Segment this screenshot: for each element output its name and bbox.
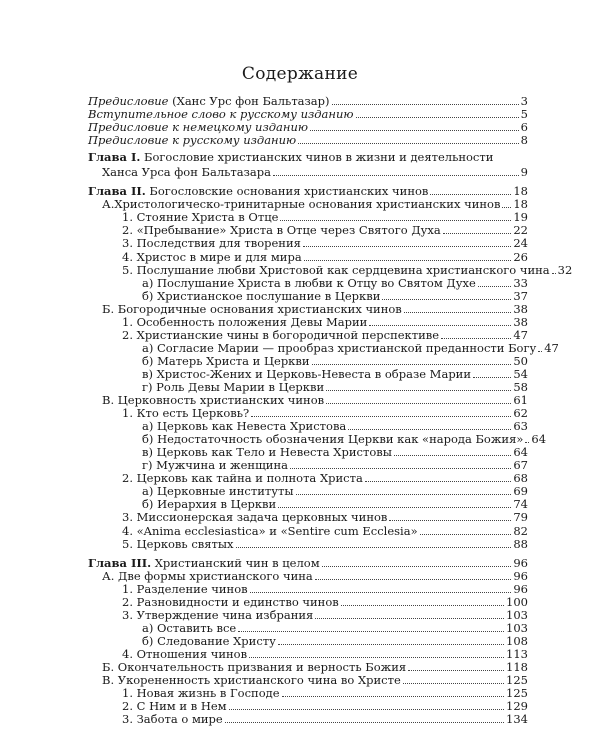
toc-entry-label: Вступительное слово к русскому изданию (88, 107, 354, 122)
toc-entry (88, 367, 528, 380)
toc-page-number: 3 (520, 94, 528, 108)
toc-page-number: 61 (513, 393, 528, 408)
toc-entry-label: а) Согласие Марии — прообраз христианской преданности Богу (142, 340, 537, 355)
toc-chapter-number: Глава III. (88, 555, 152, 570)
toc-entry (88, 524, 528, 537)
toc-entry-label: б) Недостаточность обозначения Церкви как «народа Божия» (142, 432, 524, 447)
toc-page-number: 38 (513, 314, 528, 329)
toc-page-number: 26 (513, 249, 528, 264)
toc-entry-label: А.Христологическо-тринитарные основания христианских чинов (102, 197, 501, 212)
toc-leader-dots (280, 210, 511, 221)
toc-leader-dots (341, 595, 504, 606)
toc-entry (88, 647, 528, 660)
toc-entry-label: 1. Кто есть Церковь? (122, 406, 250, 421)
toc-entry-label: 1. Новая жизнь в Господе (122, 686, 280, 701)
toc-leader-dots (389, 510, 511, 521)
toc-leader-dots (315, 569, 512, 580)
toc-page-number: 100 (506, 594, 528, 609)
toc-leader-dots (430, 184, 511, 195)
toc-page-number: 125 (506, 686, 528, 701)
toc-entry-label: 3. Миссионерская задача церковных чинов (122, 510, 388, 525)
toc-leader-dots (303, 236, 511, 247)
toc-entry (88, 621, 528, 634)
toc-leader-dots (278, 634, 504, 645)
toc-entry (88, 582, 528, 595)
toc-entry-label: б) Следование Христу (142, 633, 276, 648)
toc-leader-dots (348, 419, 511, 430)
toc-entry-label: В. Укорененность христианского чина во Христе (102, 673, 401, 688)
toc-entry-label (88, 96, 332, 108)
toc-page-number: 33 (513, 275, 528, 290)
toc-entry (88, 497, 528, 510)
toc-entry (88, 471, 528, 484)
table-of-contents (88, 94, 573, 727)
toc-entry-label: 2. С Ним и в Нем (122, 699, 227, 714)
toc-leader-dots (236, 537, 512, 548)
toc-entry (88, 262, 573, 277)
toc-leader-dots (282, 686, 505, 697)
toc-entry-label: а) Церковь как Невеста Христова (142, 419, 347, 434)
toc-entry-label: б) Матерь Христа и Церкви (142, 353, 310, 368)
toc-entry (88, 152, 528, 165)
toc-leader-dots (238, 621, 504, 632)
toc-entry-label: 3. Утверждение чина избрания (122, 607, 314, 622)
toc-page-number: 63 (513, 419, 528, 434)
toc-entry (88, 236, 528, 249)
toc-chapter-title: Христианский чин в целом (154, 555, 320, 570)
toc-page-number: 129 (506, 699, 528, 714)
toc-leader-dots (332, 94, 519, 105)
toc-entry-label (88, 152, 495, 164)
toc-entry-label: 4. «Anima ecclesiastica» и «Sentire cum Ecclesia» (122, 523, 418, 538)
toc-leader-dots (322, 556, 512, 567)
toc-leader-dots (225, 712, 504, 723)
toc-page-number: 64 (513, 445, 528, 460)
toc-leader-dots (312, 354, 512, 365)
toc-page-number: 58 (513, 379, 528, 394)
toc-page-number: 113 (506, 646, 528, 661)
toc-entry-label: г) Роль Девы Марии в Церкви (142, 379, 325, 394)
toc-leader-dots (394, 445, 511, 456)
toc-leader-dots (298, 133, 519, 144)
toc-entry (88, 419, 528, 432)
toc-leader-dots (278, 497, 511, 508)
toc-page-number: 5 (520, 107, 528, 122)
toc-entry (88, 537, 528, 550)
toc-entry (88, 484, 528, 497)
toc-leader-dots (404, 302, 512, 313)
toc-entry (88, 328, 528, 341)
toc-chapter-title: Богословие христианских чинов в жизни и деятельности (144, 150, 494, 165)
toc-entry-text: Предисловие (Ханс Урс фон Бальтазар) (88, 94, 330, 108)
toc-entry-label: а) Оставить все (142, 620, 237, 635)
toc-page-number: 96 (513, 581, 528, 596)
toc-page-number: 18 (513, 197, 528, 212)
toc-entry-label: 3. Последствия для творения (122, 236, 301, 251)
toc-entry (88, 289, 528, 302)
toc-entry-label: 1. Особенность положения Девы Марии (122, 314, 368, 329)
toc-leader-dots (369, 315, 511, 326)
toc-entry-label: б) Иерархия в Церкви (142, 497, 277, 512)
toc-page-number: 103 (506, 607, 528, 622)
toc-entry-label: в) Христос-Жених и Церковь-Невеста в образе Марии (142, 366, 472, 381)
toc-leader-dots (408, 660, 504, 671)
toc-page-number: 64 (531, 432, 547, 447)
toc-entry (88, 165, 528, 178)
toc-leader-dots (249, 647, 504, 658)
toc-entry-label: 5. Послушание любви Христовой как сердцевина христианского чина (122, 262, 550, 277)
toc-entry (88, 250, 528, 263)
toc-entry (88, 393, 528, 406)
toc-entry-label: а) Послушание Христа в любви к Отцу во Святом Духе (142, 275, 476, 290)
toc-entry (88, 556, 528, 569)
toc-page-number: 68 (513, 471, 528, 486)
toc-entry (88, 458, 528, 471)
toc-leader-dots (420, 524, 512, 535)
toc-leader-dots (229, 699, 504, 710)
toc-entry-label: 2. «Пребывание» Христа в Отце через Святого Духа (122, 223, 441, 238)
toc-entry-label: а) Церковные институты (142, 484, 294, 499)
toc-page-number: 69 (513, 484, 528, 499)
toc-entry-label: 2. Христианские чины в богородичной перспективе (122, 327, 440, 342)
toc-page-number: 19 (513, 210, 528, 225)
toc-page-number: 118 (506, 659, 528, 674)
toc-entry-label: 2. Разновидности и единство чинов (122, 594, 339, 609)
toc-entry-label: 1. Разделение чинов (122, 581, 248, 596)
toc-entry-label: 5. Церковь святых (122, 536, 234, 551)
toc-entry-label: В. Церковность христианских чинов (102, 393, 325, 408)
toc-leader-dots (365, 471, 512, 482)
toc-entry-label: 3. Забота о мире (122, 712, 223, 727)
toc-leader-dots (251, 406, 511, 417)
toc-chapter-number: Глава I. (88, 150, 141, 165)
toc-page-number: 22 (513, 223, 528, 238)
toc-leader-dots (403, 673, 504, 684)
toc-page-number: 47 (513, 327, 528, 342)
toc-entry (88, 223, 528, 236)
toc-page-number: 18 (513, 184, 528, 199)
toc-page-number: 38 (513, 301, 528, 316)
toc-page-number: 103 (506, 620, 528, 635)
toc-entry-label: 4. Христос в мире и для мира (122, 249, 302, 264)
toc-entry (88, 406, 528, 419)
toc-entry (88, 712, 528, 725)
toc-page-number: 88 (513, 536, 528, 551)
toc-page-number: 67 (513, 458, 528, 473)
toc-entry-label: 2. Церковь как тайна и полнота Христа (122, 471, 363, 486)
toc-leader-dots (473, 367, 511, 378)
toc-entry-label: Предисловие к русскому изданию (88, 133, 297, 148)
toc-entry (88, 94, 528, 107)
toc-entry (88, 197, 528, 210)
toc-page-number: 82 (513, 523, 528, 538)
toc-entry-label: Ханса Урса фон Бальтазара (102, 165, 271, 180)
toc-entry (88, 686, 528, 699)
toc-leader-dots (310, 120, 519, 131)
toc-leader-dots (441, 328, 511, 339)
toc-entry (88, 660, 528, 673)
toc-leader-dots (326, 393, 511, 404)
toc-page-number: 9 (520, 165, 528, 180)
toc-entry (88, 569, 528, 582)
toc-leader-dots (326, 380, 511, 391)
toc-entry-label: Б. Окончательность призвания и верность Божия (102, 659, 407, 674)
toc-leader-dots (273, 165, 519, 176)
toc-entry-label: Б. Богородичные основания христианских чинов (102, 301, 402, 316)
toc-entry (88, 595, 528, 608)
toc-page-number: 32 (557, 262, 573, 277)
toc-entry-label: в) Церковь как Тело и Невеста Христовы (142, 445, 392, 460)
toc-entry-label: б) Христианское послушание в Церкви (142, 288, 381, 303)
toc-page-number: 108 (506, 633, 528, 648)
toc-entry (88, 432, 547, 447)
toc-page-number: 79 (513, 510, 528, 525)
toc-page-number: 37 (513, 288, 528, 303)
toc-page-number: 54 (513, 366, 528, 381)
toc-entry (88, 608, 528, 621)
toc-page-number: 50 (513, 353, 528, 368)
toc-entry (88, 634, 528, 647)
toc-entry (88, 120, 528, 133)
toc-page-number: 47 (544, 340, 559, 355)
toc-entry-label: г) Мужчина и женщина (142, 458, 288, 473)
toc-entry (88, 340, 559, 355)
toc-entry-label (88, 186, 430, 198)
toc-leader-dots (315, 608, 504, 619)
toc-leader-dots (356, 107, 519, 118)
toc-leader-dots (502, 197, 511, 208)
toc-leader-dots (443, 223, 512, 234)
toc-page-number: 96 (513, 555, 528, 570)
toc-leader-dots (304, 250, 512, 261)
toc-page-number: 125 (506, 673, 528, 688)
toc-leader-dots (382, 289, 511, 300)
toc-entry-label: А. Две формы христианского чина (102, 568, 313, 583)
toc-leader-dots (290, 458, 511, 469)
toc-entry (88, 510, 528, 523)
page-title: Содержание (241, 64, 359, 84)
toc-leader-dots (250, 582, 512, 593)
toc-entry (88, 354, 528, 367)
toc-chapter-title: Богословские основания христианских чинов (149, 184, 429, 199)
toc-entry (88, 276, 528, 289)
toc-leader-dots (296, 484, 512, 495)
toc-page-number: 74 (513, 497, 528, 512)
toc-chapter-number: Глава II. (88, 184, 146, 199)
toc-entry (88, 445, 528, 458)
toc-page-number: 62 (513, 406, 528, 421)
toc-page-number: 6 (520, 120, 528, 135)
toc-page-number: 8 (520, 133, 528, 148)
toc-entry-label: 1. Стояние Христа в Отце (122, 210, 279, 225)
toc-entry (88, 315, 528, 328)
toc-entry (88, 107, 528, 120)
toc-entry-label (88, 555, 322, 570)
toc-page-number: 24 (513, 236, 528, 251)
toc-entry-label: 4. Отношения чинов (122, 646, 248, 661)
toc-entry (88, 380, 528, 393)
toc-entry (88, 184, 528, 197)
toc-leader-dots (478, 276, 512, 287)
toc-page-number: 134 (506, 712, 528, 727)
toc-entry (88, 302, 528, 315)
toc-entry-label: Предисловие к немецкому изданию (88, 120, 308, 135)
toc-entry (88, 133, 528, 146)
toc-entry (88, 673, 528, 686)
toc-entry (88, 210, 528, 223)
toc-entry (88, 699, 528, 712)
toc-page-number: 96 (513, 568, 528, 583)
